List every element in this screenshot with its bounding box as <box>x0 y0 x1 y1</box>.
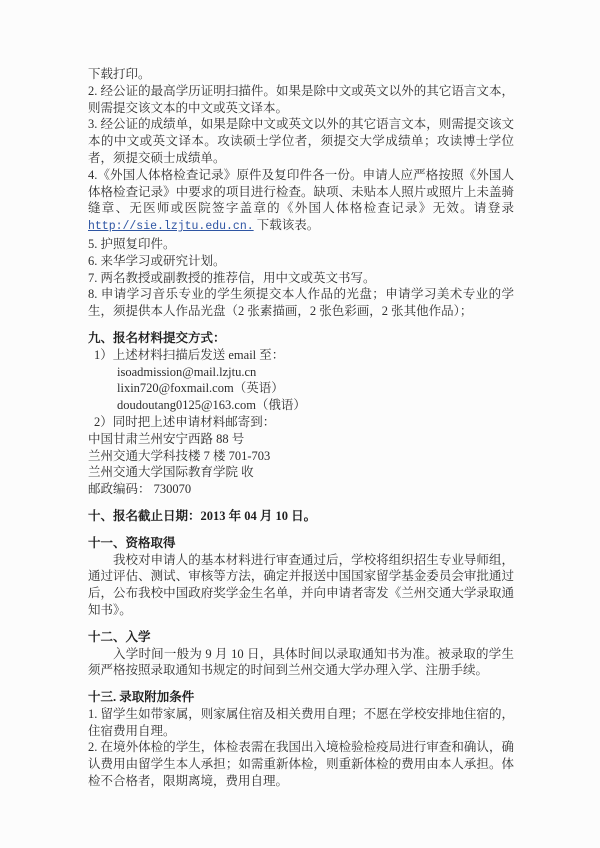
submission-step-2: 2）同时把上述申请材料邮寄到： <box>94 414 276 429</box>
section-10-heading: 十、报名截止日期：2013 年 04 月 10 日。 <box>88 508 317 523</box>
address-line: 兰州交通大学国际教育学院 收 <box>88 465 254 480</box>
material-item-3: 3. 经公证的成绩单，如果是除中文或英文以外的其它语言文本，则需提交该文本的中文或英文译本。攻读硕士学位者，须提交大学成绩单；攻读博士学位者，须提交硕士成绩单。 <box>88 117 514 165</box>
section-13-heading: 十三. 录取附加条件 <box>88 690 195 705</box>
material-item-5: 5. 护照复印件。 <box>88 236 176 251</box>
continuation-line: 下载打印。 <box>88 67 151 81</box>
material-item-2: 2. 经公证的最高学历证明扫描件。如果是除中文或英文以外的其它语言文本，则需提交该文本的中文或英文译本。 <box>88 83 514 115</box>
section-12-body: 入学时间一般为 9 月 10 日，具体时间以录取通知书为准。被录取的学生须严格按照录取通知书规定的时间到兰州交通大学办理入学、注册手续。 <box>88 646 514 678</box>
section-12-heading: 十二、入学 <box>88 629 151 644</box>
material-item-4-after-text: 下载该表。 <box>253 218 320 233</box>
section-11-heading: 十一、资格取得 <box>88 535 176 550</box>
material-item-4-text: 4.《外国人体格检查记录》原件及复印件各一份。申请人应严格按照《外国人体格检查记录》中要求的项目进行检查。缺项、未贴本人照片或照片上未盖骑缝章、无医师或医院签字盖章的《外国人体格检查记录》无效。请登录 <box>88 167 514 216</box>
section-enrollment <box>88 629 514 679</box>
email-address: doudoutang0125@163.com（俄语） <box>117 398 306 413</box>
material-item-7: 7. 两名教授或副教授的推荐信，用中文或英文书写。 <box>88 270 376 285</box>
sie-website-link[interactable]: http://sie.lzjtu.edu.cn. <box>88 220 254 234</box>
condition-item-1: 1. 留学生如带家属，则家属住宿及相关费用自理；不愿在学校安排地住宿的，住宿费用自理。 <box>88 706 514 738</box>
document-page <box>88 66 514 790</box>
section-qualification <box>88 535 514 619</box>
postal-code-line: 邮政编码： 730070 <box>88 482 192 497</box>
section-9-heading: 九、报名材料提交方式： <box>88 330 226 345</box>
address-line: 中国甘肃兰州安宁西路 88 号 <box>88 431 245 446</box>
section-submission <box>88 330 514 498</box>
material-item-4 <box>88 167 514 236</box>
section-11-body: 我校对申请人的基本材料进行审查通过后，学校将组织招生专业导师组，通过评估、测试、审核等方法，确定并报送中国国家留学基金委员会审批通过后，公布我校中国政府奖学金生名单，并向申请者寄发《兰州交通大学录取通知书》。 <box>88 552 514 617</box>
email-address: isoadmission@mail.lzjtu.cn <box>117 364 257 379</box>
submission-step-1: 1）上述材料扫描后发送 email 至： <box>94 347 285 362</box>
email-address: lixin720@foxmail.com（英语） <box>117 381 284 396</box>
material-item-8: 8. 申请学习音乐专业的学生须提交本人作品的光盘；申请学习美术专业的学生，须提供本人作品光盘（2 张素描画，2 张色彩画，2 张其他作品）； <box>88 287 514 319</box>
material-item-6: 6. 来华学习或研究计划。 <box>88 253 226 268</box>
address-line: 兰州交通大学科技楼 7 楼 701-703 <box>88 448 271 463</box>
section-additional-conditions <box>88 689 514 790</box>
section-deadline <box>88 508 514 525</box>
condition-item-2: 2. 在境外体检的学生，体检表需在我国出入境检验检疫局进行审查和确认，确认费用由留学生本人承担；如需重新体检，则重新体检的费用由本人承担。体检不合格者，限期离境，费用自理。 <box>88 740 514 789</box>
